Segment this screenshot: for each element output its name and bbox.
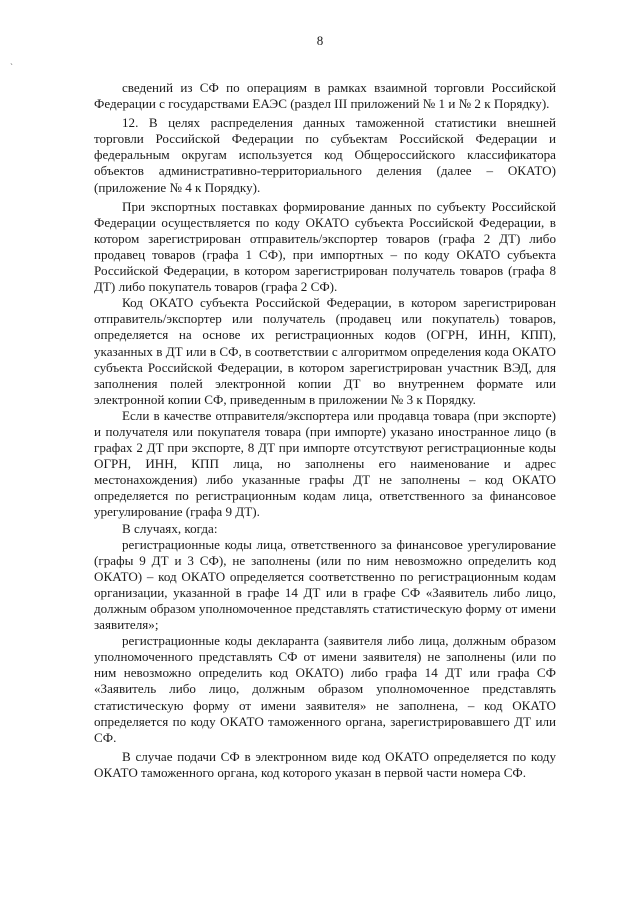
- document-body: [94, 80, 556, 781]
- paragraph-electronic-form: В случае подачи СФ в электронном виде код ОКАТО определяется по коду ОКАТО таможенного органа, код которого указан в первой части номера СФ.: [94, 748, 556, 780]
- paragraph-item-12: 12. В целях распределения данных таможенной статистики внешней торговли Российской Федерации по субъектам Российской Федерации и федеральным округам используется код Общероссийского классификатора объектов административно-территориального деления (далее – ОКАТО) (приложение № 4 к Порядку).: [94, 115, 556, 195]
- paragraph-okato-code: Код ОКАТО субъекта Российской Федерации, в котором зарегистрирован отправитель/экспортер или получатель (продавец или покупатель) товаров, определяется на основе их регистрационных кодов (ОГРН, ИНН, КПП), указанных в ДТ или в СФ, в соответствии с алгоритмом определения кода ОКАТО субъекта Российской Федерации, в котором зарегистрирован участник ВЭД, для заполнения полей электронной копии ДТ во внутреннем формате или электронной копии СФ, приведенным в приложении № 3 к Порядку.: [94, 295, 556, 407]
- paragraph-case-declarant: регистрационные коды декларанта (заявителя либо лица, должным образом уполномоченного представлять СФ от имени заявителя) не заполнены (или по ним невозможно определить код ОКАТО) либо графа 14 ДТ или графа СФ «Заявитель либо лицо, должным образом уполномоченное представлять статистическую форму от имени заявителя» не заполнена, – код ОКАТО определяется по коду ОКАТО таможенного органа, зарегистрировавшего ДТ или СФ.: [94, 633, 556, 745]
- paragraph-export-import: При экспортных поставках формирование данных по субъекту Российской Федерации осуществляется по коду ОКАТО субъекта Российской Федерации, в котором зарегистрирован отправитель/экспортер товаров (графа 2 ДТ) либо продавец товаров (графа 1 СФ), при импортных – по коду ОКАТО субъекта Российской Федерации, в котором зарегистрирован получатель товаров (графа 8 ДТ) либо покупатель товаров (графа 2 СФ).: [94, 198, 556, 295]
- paragraph-foreign-person: Если в качестве отправителя/экспортера или продавца товара (при экспорте) и получателя или покупателя товара (при импорте) указано иностранное лицо (в графах 2 ДТ при экспорте, 8 ДТ при импорте отсутствуют регистрационные коды ОГРН, ИНН, КПП лица, но заполнены его наименование и адрес местонахождения) либо указанные графы ДТ не заполнены – код ОКАТО определяется по регистрационным кодам лица, ответственного за финансовое урегулирование (графа 9 ДТ).: [94, 407, 556, 520]
- paragraph-continuation: сведений из СФ по операциям в рамках взаимной торговли Российской Федерации с государствами ЕАЭС (раздел III приложений № 1 и № 2 к Порядку).: [94, 80, 556, 112]
- scan-mark: `: [10, 62, 13, 72]
- paragraph-cases-intro: В случаях, когда:: [122, 520, 218, 536]
- paragraph-case-financial: регистрационные коды лица, ответственного за финансовое урегулирование (графы 9 ДТ и 3 СФ), не заполнены (или по ним невозможно определить код ОКАТО) – код ОКАТО определяется соответственно по регистрационным кодам организации, указанной в графе 14 ДТ или в графе СФ «Заявитель либо лицо, должным образом уполномоченное представлять статистическую форму от имени заявителя»;: [94, 536, 556, 633]
- page-number: 8: [316, 33, 324, 48]
